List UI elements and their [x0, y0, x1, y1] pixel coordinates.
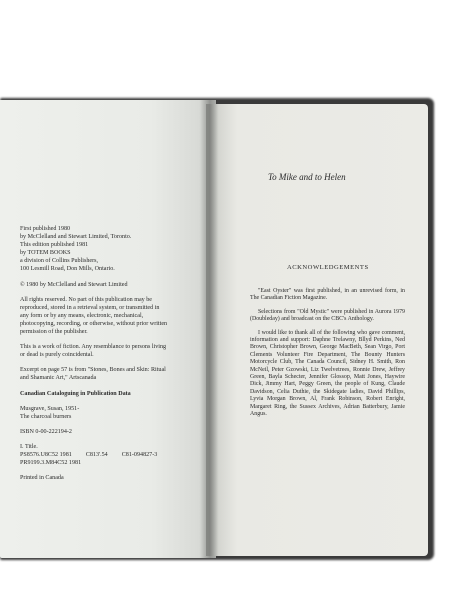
- excerpt-line: Excerpt on page 57 is from "Stones, Bones and Skin: Ritual: [20, 367, 166, 374]
- rights-line: reproduced, stored in a retrieval system, or transmitted in: [20, 304, 160, 311]
- cataloguing-line: The charcoal burners: [20, 413, 72, 420]
- title-entry: I. Title.: [20, 443, 38, 450]
- isbn: ISBN 0-00-222194-2: [20, 428, 72, 435]
- dedication: To Mike and to Helen: [268, 172, 346, 182]
- publication-info: [20, 225, 205, 274]
- class-number: PS8576.U8C52 1981: [20, 451, 72, 458]
- class-number: PR9199.3.M84C52 1981: [20, 460, 82, 467]
- rights-notice: [20, 296, 205, 336]
- cataloguing-entry: [20, 405, 205, 421]
- class-number: C81-094827-3: [121, 451, 158, 458]
- classification: [20, 451, 205, 467]
- ack-paragraph: I would like to thank all of the following who gave comment, information and support: Daphne Trelawny, Bllyd Perkins, Ned Brown, Christopher Brown, George MacBeth, Sean Virgo, Port Clements Volunteer Fire Department, The Bounty Hunters Motorcycle Club, The Canada Council, Sidney H. Smith, Ron McNeil, Peter Gzowski, Liz Twelvetrees, Ronnie Drew, Jeffrey Green, Bayla Schecter, Jennifer Glossop, Matt Jones, Haywire Dick, Jimmy Hart, Peggy Green, the people of Kung, Claude Davidson, Celia Duthie, the Skidegate ladies, David Phillips, Lyvia Morgan Brown, Al, Frank Robinson, Robert Enright, Margaret Ring, the Sussex Archives, Adrian Batterbury, Jamie Angus.: [250, 329, 405, 418]
- classification-row: [20, 451, 205, 459]
- copyright-page-text: [20, 225, 205, 482]
- copyright-notice: © 1980 by McClelland and Stewart Limited: [20, 281, 128, 288]
- class-number: C813'.54: [85, 451, 108, 458]
- fiction-notice: [20, 343, 205, 359]
- fiction-line: This is a work of fiction. Any resemblance to persons living: [20, 344, 167, 351]
- rights-line: permission of the publisher.: [20, 329, 88, 336]
- pub-line: This edition published 1981: [20, 242, 89, 249]
- excerpt-notice: [20, 366, 205, 382]
- cataloguing-line: Musgrave, Susan, 1951-: [20, 405, 80, 412]
- rights-line: photocopying, recording, or otherwise, without prior written: [20, 320, 168, 327]
- acknowledgements-body: [250, 288, 405, 425]
- pub-line: a division of Collins Publishers,: [20, 258, 99, 265]
- classification-row: [20, 459, 205, 467]
- fiction-line: or dead is purely coincidental.: [20, 352, 94, 359]
- pub-line: by TOTEM BOOKS: [20, 250, 71, 257]
- pub-line: First published 1980: [20, 226, 71, 232]
- printed-notice: Printed in Canada: [20, 475, 64, 482]
- ack-paragraph: "East Oyster" was first published, in an unrevised form, in The Canadian Fiction Magazine.: [250, 288, 405, 302]
- ack-paragraph: Selections from "Old Mystic" were published in Aurora 1979 (Doubleday) and broadcast on the CBC's Anthology.: [250, 308, 405, 323]
- rights-line: All rights reserved. No part of this publication may be: [20, 296, 153, 303]
- rights-line: any form or by any means, electronic, mechanical,: [20, 312, 144, 319]
- excerpt-line: and Shamanic Art," Artscanada: [20, 375, 97, 382]
- pub-line: by McClelland and Stewart Limited, Toronto.: [20, 234, 132, 241]
- pub-line: 100 Lesmill Road, Don Mills, Ontario.: [20, 266, 115, 273]
- acknowledgements-title: ACKNOWLEDGEMENTS: [287, 264, 369, 271]
- cataloguing-heading: Canadian Cataloguing in Publication Data: [20, 390, 131, 397]
